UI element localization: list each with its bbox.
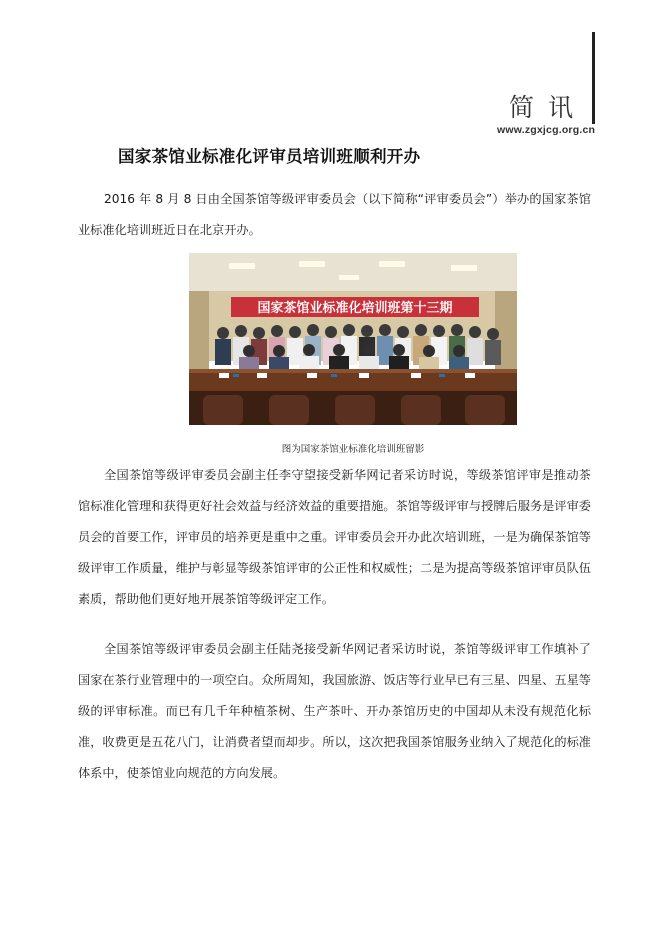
- article-paragraph-1: 2016 年 8 月 8 日由全国茶馆等级评审委员会（以下简称“评审委员会”）举办的国家茶馆业标准化培训班近日在北京开办。: [78, 192, 591, 237]
- group-photo: [189, 253, 517, 425]
- photo-caption: 图为国家茶馆业标准化培训班留影: [281, 444, 425, 455]
- header-url: www.zgxjcg.org.cn: [497, 124, 596, 136]
- banner-text: 国家茶馆业标准化培训班第十三期: [257, 301, 453, 316]
- header-title: 简讯: [509, 93, 588, 122]
- header-divider: [592, 32, 595, 124]
- article-paragraph-3: 全国茶馆等级评审委员会副主任陆尧接受新华网记者采访时说，茶馆等级评审工作填补了国家在茶行业管理中的一项空白。众所周知，我国旅游、饭店等行业早已有三星、四星、五星等级的评审标准。而已有几千年种植茶树、生产茶叶、开办茶馆历史的中国却从未没有规范化标准，收费更是五花八门，让消费者望而却步。所以，这次把我国茶馆服务业纳入了规范化的标准体系中，使茶馆业向规范的方向发展。: [78, 642, 591, 780]
- article-paragraph-2: 全国茶馆等级评审委员会副主任李守望接受新华网记者采访时说，等级茶馆评审是推动茶馆标准化管理和获得更好社会效益与经济效益的重要措施。茶馆等级评审与授牌后服务是评审委员会的首要工作，评审员的培养更是重中之重。评审委员会开办此次培训班，一是为确保茶馆等级评审工作质量，维护与彰显等级茶馆评审的公正性和权威性；二是为提高等级茶馆评审员队伍素质，帮助他们更好地开展茶馆等级评定工作。: [78, 468, 591, 606]
- article-title: 国家茶馆业标准化评审员培训班顺利开办: [118, 147, 421, 166]
